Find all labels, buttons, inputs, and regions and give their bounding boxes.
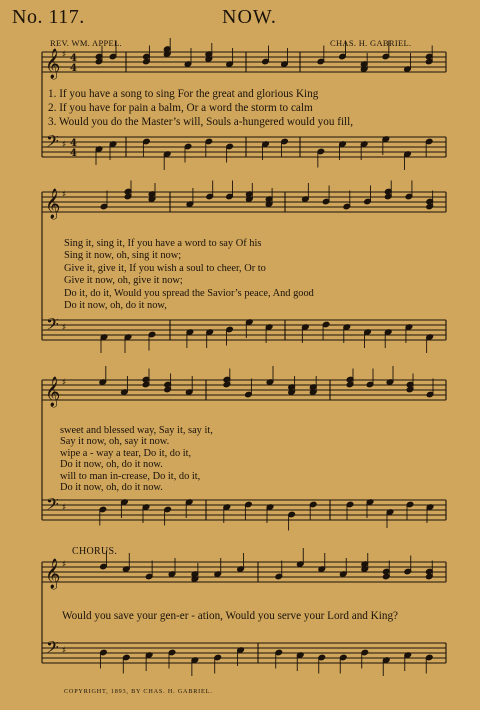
time-signature: 4 <box>70 148 77 159</box>
verse-1-line: 1. If you have a song to sing For the great and glorious King <box>48 88 319 100</box>
system2-lyric-5: Do it, do it, Would you spread the Savior’s peace, And good <box>64 288 314 299</box>
sharp-icon: ♯ <box>62 503 67 513</box>
sharp-icon: ♯ <box>62 378 67 388</box>
system2-lyric-6: Do it now, oh, do it now, <box>64 300 167 311</box>
system3-lyric-5: will to man in-crease, Do it, do it, <box>60 471 201 482</box>
system3-lyric-4: Do it now, oh, do it now. <box>60 459 163 470</box>
hymn-title: NOW. <box>222 6 277 28</box>
system2-lyric-3: Give it, give it, If you wish a soul to cheer, Or to <box>64 263 266 274</box>
system2-lyric-2: Sing it now, oh, sing it now; <box>64 250 182 261</box>
sharp-icon: ♯ <box>62 646 67 656</box>
bass-clef-icon: 𝄢 <box>46 314 59 338</box>
sharp-icon: ♯ <box>62 190 67 200</box>
bass-clef-icon: 𝄢 <box>46 494 59 518</box>
sharp-icon: ♯ <box>62 50 67 60</box>
chorus-label: CHORUS. <box>72 546 118 557</box>
bass-clef-icon: 𝄢 <box>46 637 59 661</box>
time-signature: 4 <box>70 138 77 149</box>
system3-lyric-1: sweet and blessed way, Say it, say it, <box>60 425 213 436</box>
sharp-icon: ♯ <box>62 140 67 150</box>
treble-clef-icon: 𝄞 <box>45 189 61 219</box>
system3-lyric-6: Do it now, oh, do it now. <box>60 482 163 493</box>
sharp-icon: ♯ <box>62 560 67 570</box>
chorus-lyric: Would you save your gen-er - ation, Would you serve your Lord and King? <box>62 610 399 622</box>
treble-clef-icon: 𝄞 <box>45 49 61 79</box>
lyricist-credit: REV. WM. APPEL. <box>50 38 122 48</box>
system3-lyric-3: wipe a - way a tear, Do it, do it, <box>60 448 192 459</box>
system2-lyric-4: Give it now, oh, give it now; <box>64 275 183 286</box>
system3-lyric-2: Say it now, oh, say it now. <box>60 436 170 447</box>
composer-credit: CHAS. H. GABRIEL. <box>330 38 412 48</box>
time-signature: 4 <box>70 53 77 64</box>
treble-clef-icon: 𝄞 <box>45 559 61 589</box>
copyright-notice: COPYRIGHT, 1893, BY CHAS. H. GABRIEL. <box>64 688 213 695</box>
verse-2-line: 2. If you have for pain a balm, Or a word the storm to calm <box>48 102 313 114</box>
system2-lyric-1: Sing it, sing it, If you have a word to say Of his <box>64 238 262 249</box>
treble-clef-icon: 𝄞 <box>45 377 61 407</box>
verse-3-line: 3. Would you do the Master’s will, Souls a-hungered would you fill, <box>48 116 354 128</box>
sharp-icon: ♯ <box>62 323 67 333</box>
time-signature: 4 <box>70 63 77 74</box>
bass-clef-icon: 𝄢 <box>46 131 59 155</box>
hymn-number: No. 117. <box>12 6 85 28</box>
